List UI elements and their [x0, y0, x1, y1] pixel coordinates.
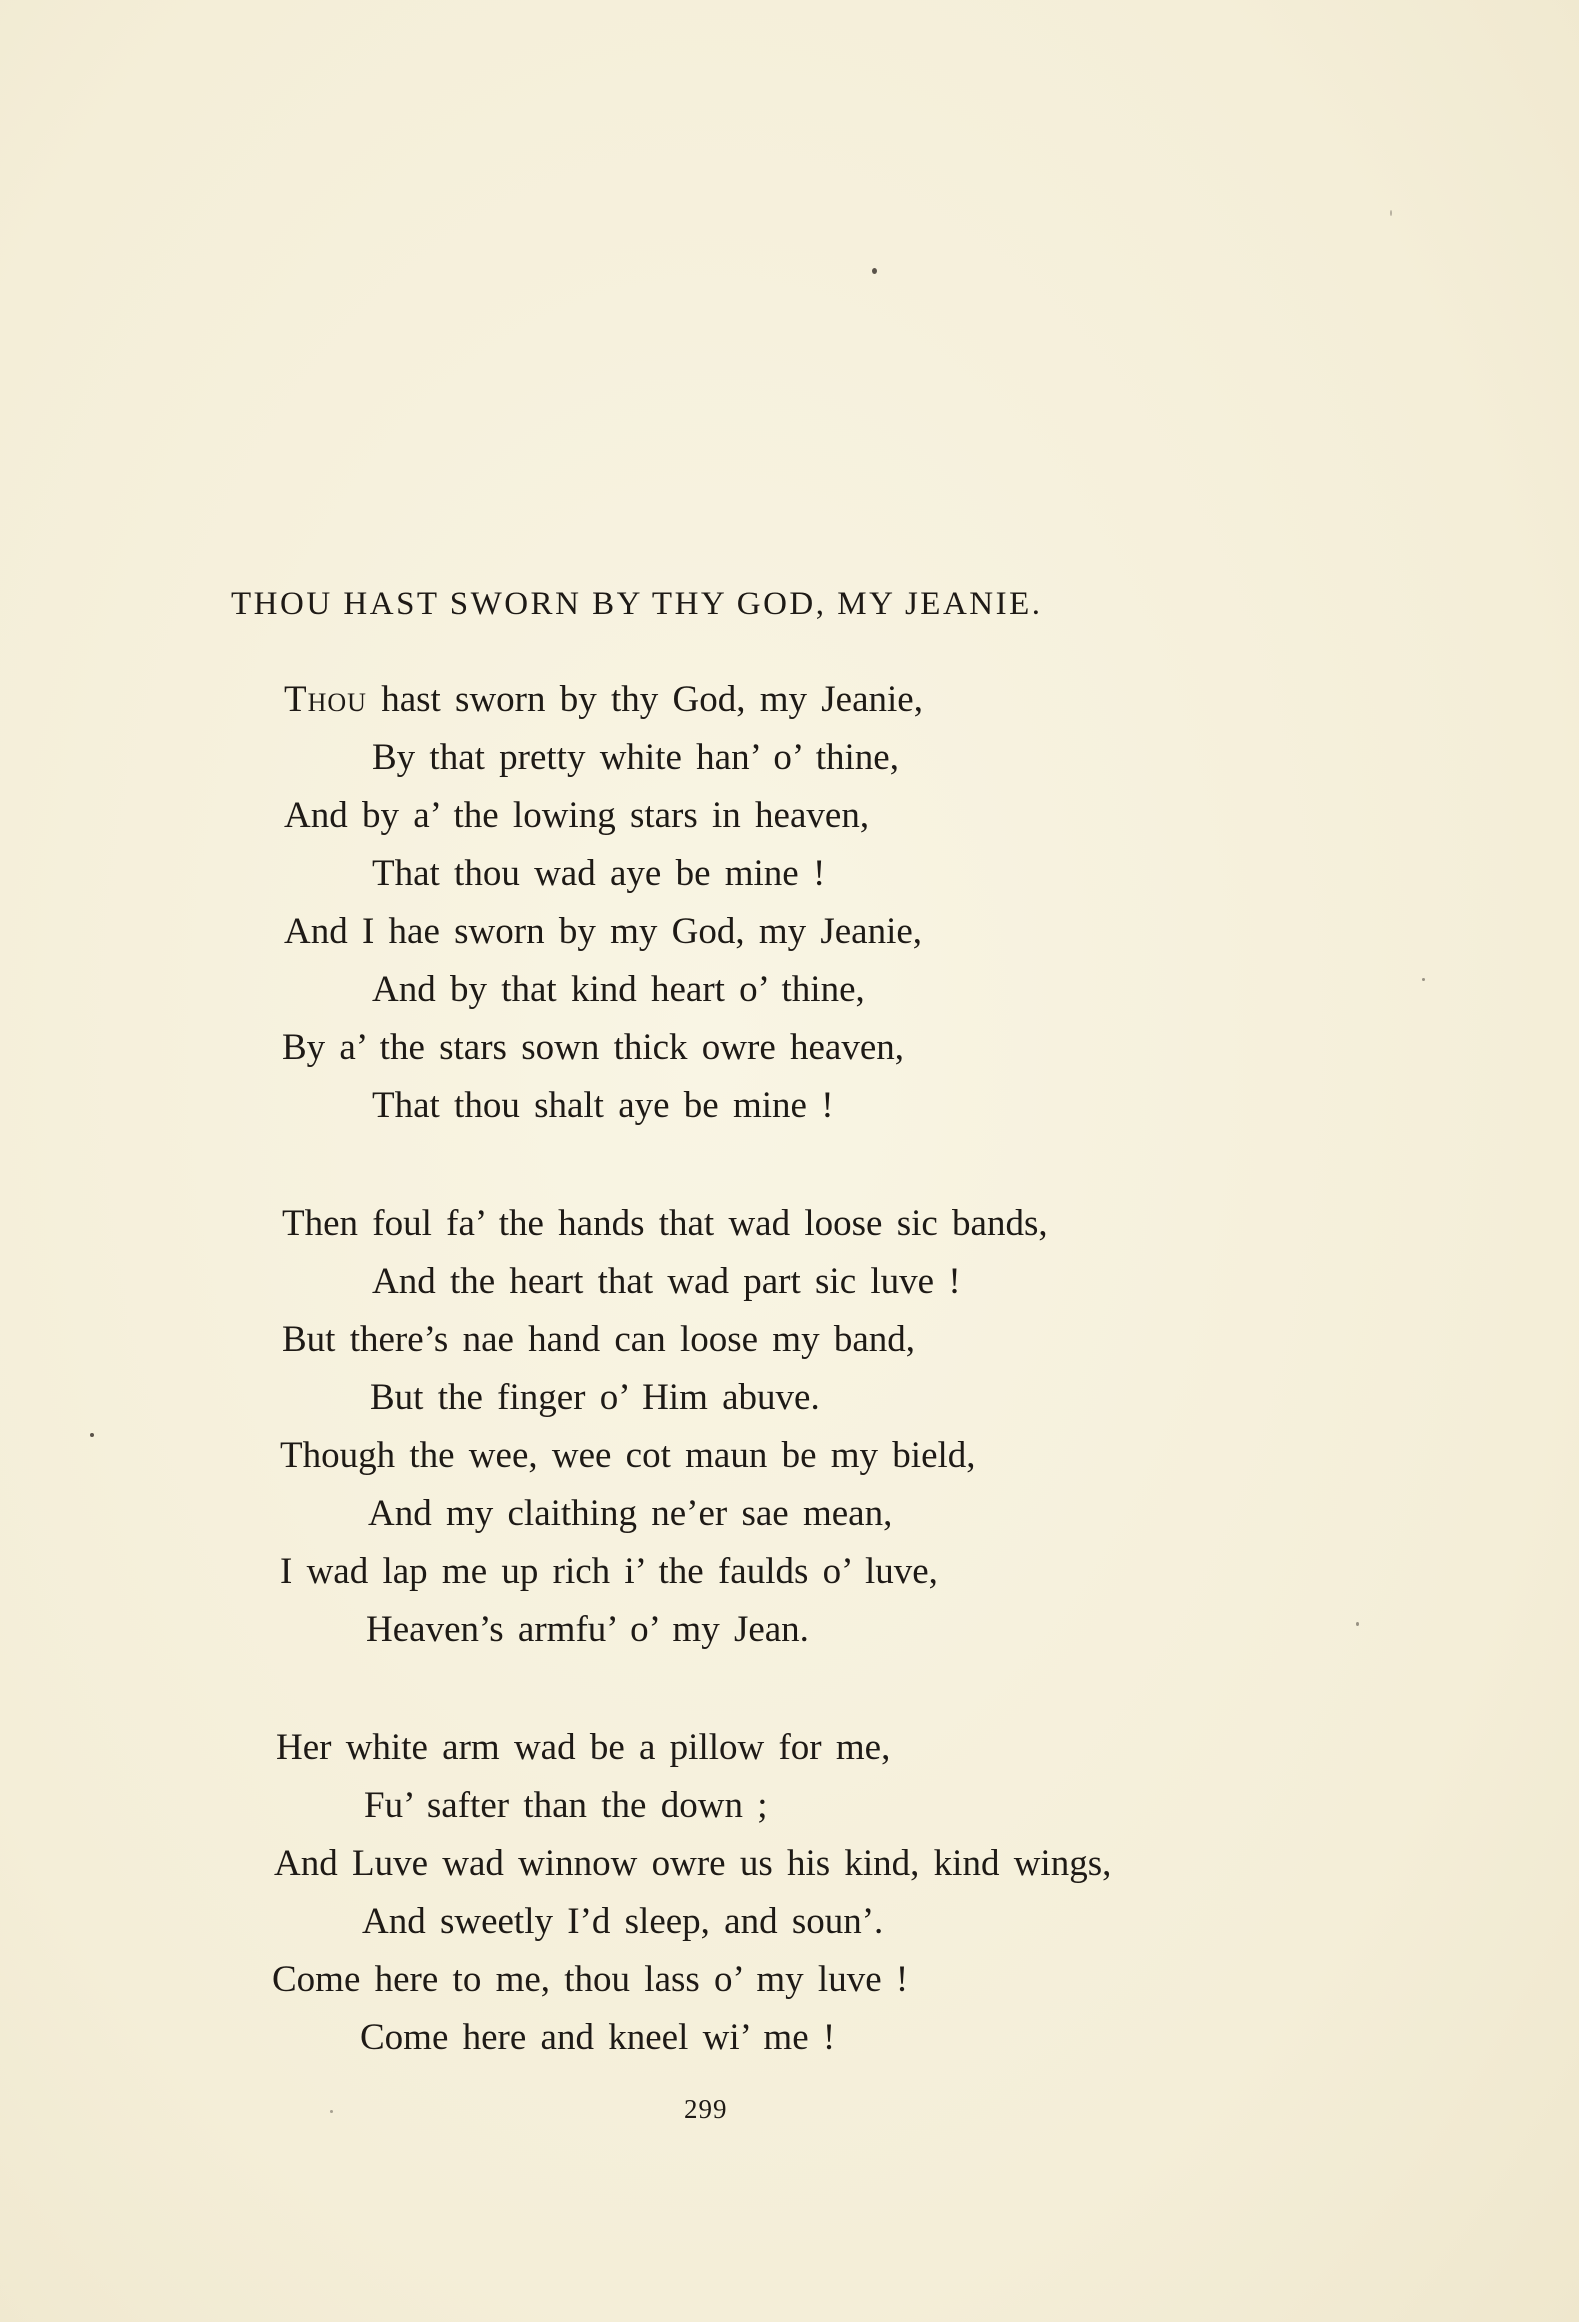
- poem-title: THOU HAST SWORN BY THY GOD, MY JEANIE.: [231, 586, 1043, 622]
- poem-line: Though the wee, wee cot maun be my bield,: [280, 1435, 976, 1476]
- poem-line: Then foul fa’ the hands that wad loose sic bands,: [282, 1203, 1048, 1244]
- ink-speck: [1390, 210, 1392, 216]
- poem-line: And the heart that wad part sic luve !: [372, 1261, 961, 1302]
- drop-word: Thou: [284, 679, 367, 720]
- page-number: 299: [684, 2094, 728, 2124]
- poem-line: But the finger o’ Him abuve.: [370, 1377, 820, 1418]
- poem-line: Her white arm wad be a pillow for me,: [276, 1727, 891, 1768]
- poem-line: And Luve wad winnow owre us his kind, kind wings,: [274, 1843, 1112, 1884]
- ink-speck: [1356, 1622, 1359, 1626]
- poem-line: That thou shalt aye be mine !: [372, 1085, 834, 1126]
- poem-line: That thou wad aye be mine !: [372, 853, 826, 894]
- line-rest: hast sworn by thy God, my Jeanie,: [366, 679, 923, 720]
- poem-line: By that pretty white han’ o’ thine,: [372, 737, 899, 778]
- poem-line: Come here and kneel wi’ me !: [360, 2017, 836, 2058]
- poem-line: But there’s nae hand can loose my band,: [282, 1319, 915, 1360]
- poem-line: And by that kind heart o’ thine,: [372, 969, 865, 1010]
- poem-line: And by a’ the lowing stars in heaven,: [284, 795, 870, 836]
- poem-line: Fu’ safter than the down ;: [364, 1785, 768, 1826]
- poem-line: [284, 680, 923, 720]
- ink-speck: [90, 1433, 94, 1437]
- poem-line: Come here to me, thou lass o’ my luve !: [272, 1959, 909, 2000]
- poem-line: Heaven’s armfu’ o’ my Jean.: [366, 1609, 809, 1650]
- poem-line: And I hae sworn by my God, my Jeanie,: [284, 911, 923, 952]
- poem-line: By a’ the stars sown thick owre heaven,: [282, 1027, 905, 1068]
- poem-line: And sweetly I’d sleep, and soun’.: [362, 1901, 884, 1942]
- poem-line: And my claithing ne’er sae mean,: [368, 1493, 893, 1534]
- poem-line: I wad lap me up rich i’ the faulds o’ luve,: [280, 1551, 938, 1592]
- ink-speck: [872, 268, 877, 274]
- ink-speck: [330, 2110, 333, 2113]
- ink-speck: [1422, 978, 1425, 981]
